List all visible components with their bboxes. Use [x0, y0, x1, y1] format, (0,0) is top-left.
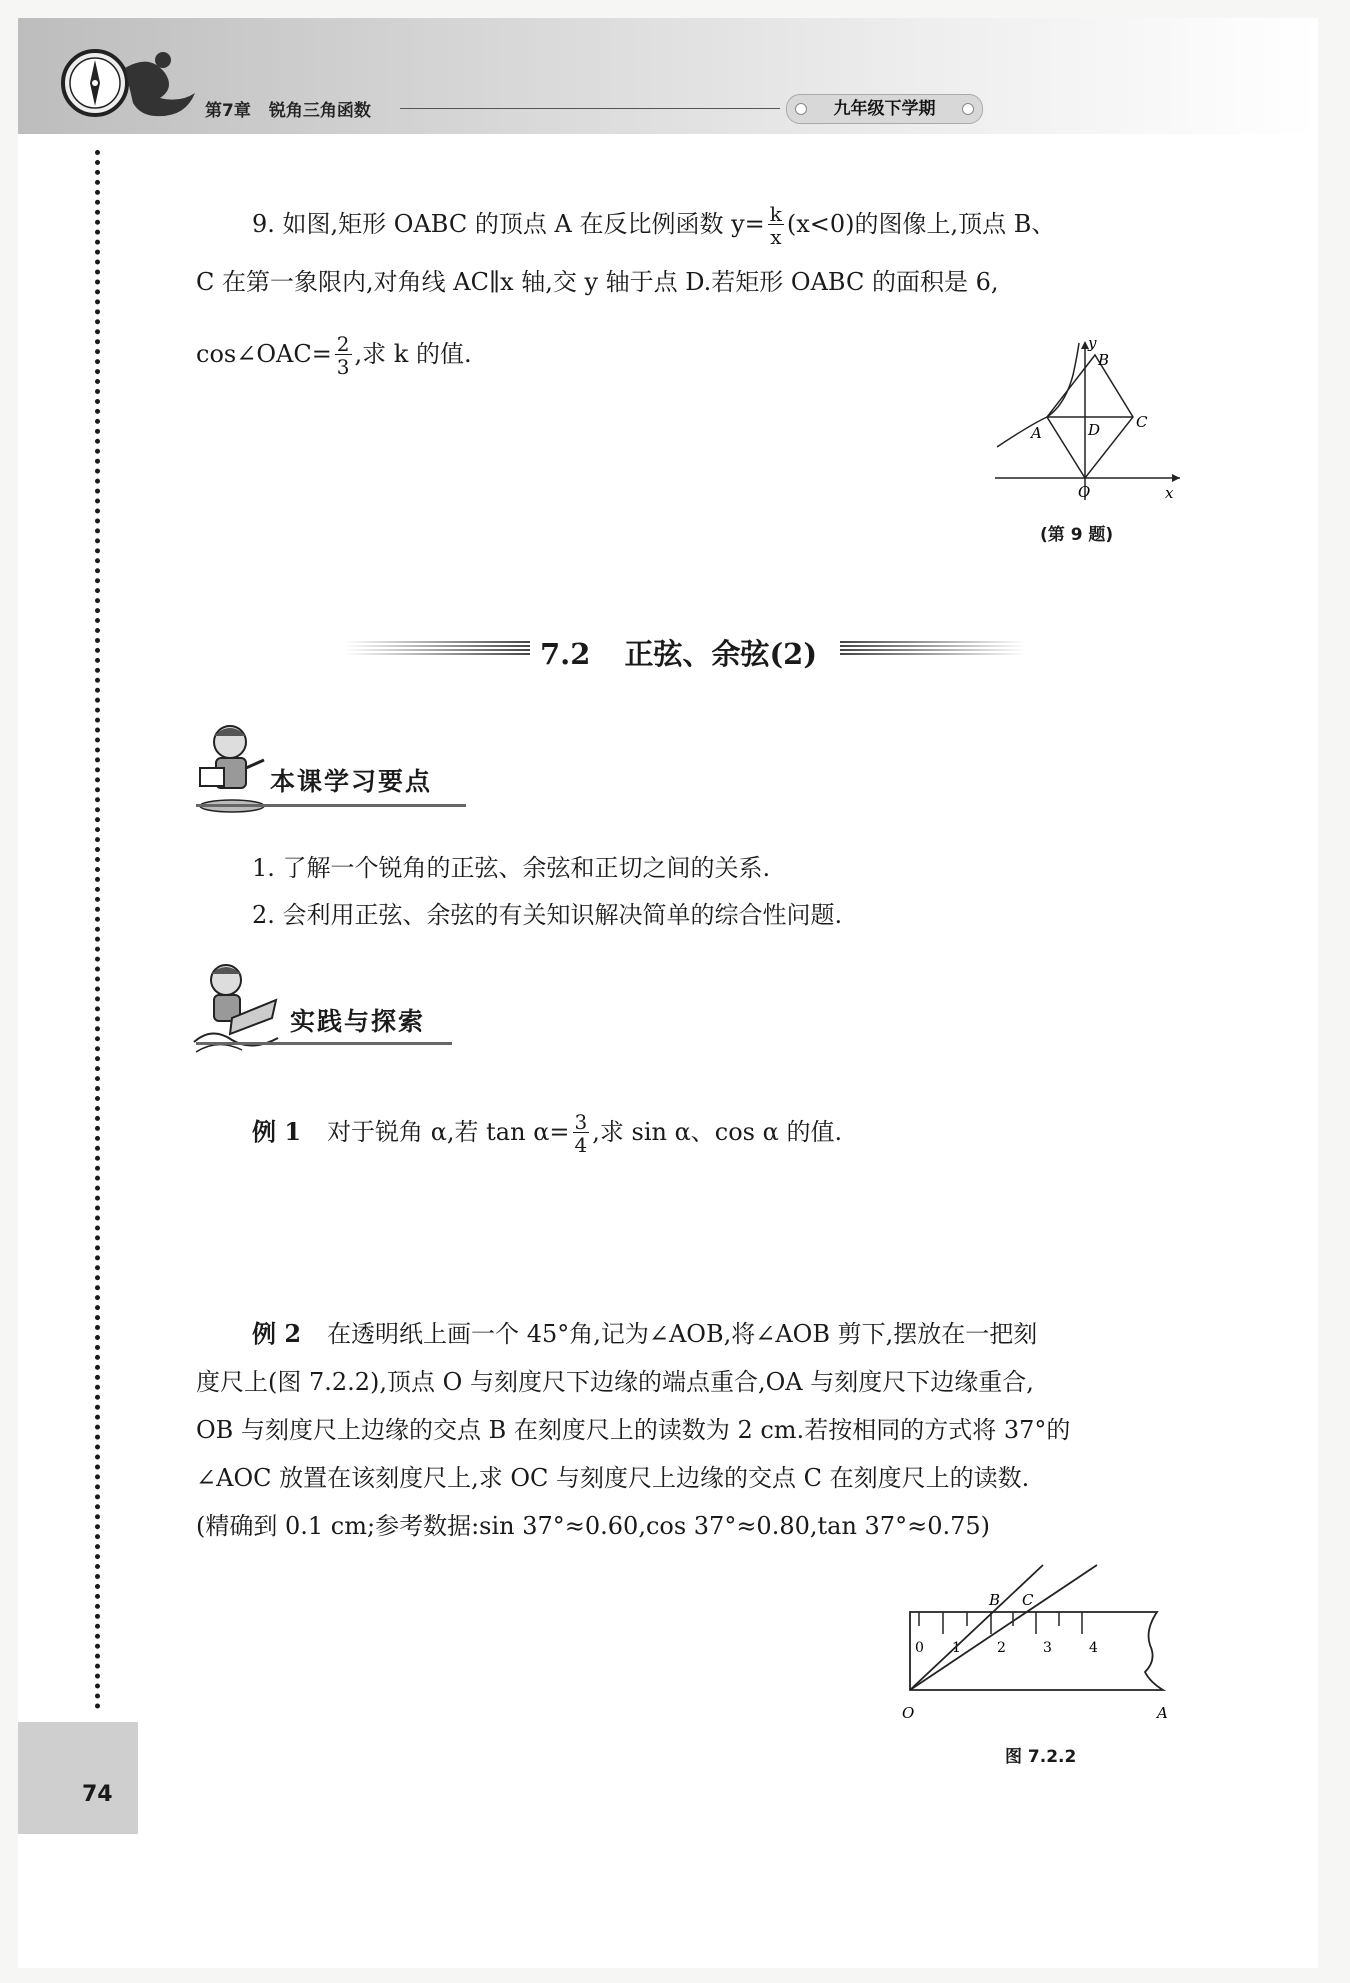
- problem9-line1: 9. 如图,矩形 OABC 的顶点 A 在反比例函数 y= $\frac{k}{x}$ (x<0)的图像上,顶点 B、: [252, 202, 1056, 249]
- label-x: x: [1165, 484, 1174, 502]
- example2-line2: 度尺上(图 7.2.2),顶点 O 与刻度尺下边缘的端点重合,OA 与刻度尺下边缘重合,: [196, 1368, 1034, 1396]
- page-number: 74: [82, 1782, 113, 1807]
- label-c: C: [1136, 413, 1148, 431]
- fraction-3-over-4: $\frac{3}{4}$: [574, 1110, 588, 1157]
- example2-figure-caption: 图 7.2.2: [1005, 1747, 1077, 1767]
- practice-heading: 实践与探索: [290, 1007, 426, 1036]
- tick-label-2: 2: [997, 1640, 1006, 1656]
- problem9-figure: [985, 335, 1185, 505]
- key-points-rule: [196, 804, 466, 807]
- key-point-1: 1. 了解一个锐角的正弦、余弦和正切之间的关系.: [252, 854, 771, 882]
- label-o: O: [1078, 483, 1091, 501]
- label-d: D: [1088, 421, 1101, 439]
- label-c: C: [1022, 1591, 1034, 1609]
- ray-ob: [910, 1565, 1043, 1690]
- label-y: y: [1088, 335, 1097, 352]
- practice-rule: [196, 1042, 452, 1045]
- problem9-figure-caption: (第 9 题): [1040, 525, 1114, 545]
- page-number-box: [18, 1722, 138, 1834]
- fraction-k-over-x: $\frac{k}{x}$: [769, 202, 782, 249]
- ruler-figure: [895, 1560, 1195, 1735]
- example2-line1: 例 2 在透明纸上画一个 45°角,记为∠AOB,将∠AOB 剪下,摆放在一把刻: [252, 1319, 1038, 1348]
- key-points-heading: 本课学习要点: [270, 767, 433, 796]
- label-a: A: [1031, 424, 1042, 442]
- example2-line4: ∠AOC 放置在该刻度尺上,求 OC 与刻度尺上边缘的交点 C 在刻度尺上的读数.: [196, 1464, 1030, 1492]
- tick-label-1: 1: [952, 1640, 961, 1656]
- tick-label-3: 3: [1043, 1640, 1052, 1656]
- margin-dotted-rule: [95, 150, 100, 1710]
- fraction-2-over-3: $\frac{2}{3}$: [336, 332, 350, 379]
- label-a: A: [1157, 1704, 1168, 1722]
- student-surfing-icon: [192, 960, 280, 1055]
- section-title-right-rule: [840, 641, 1025, 655]
- chapter-title: 第7章 锐角三角函数: [205, 101, 371, 121]
- grade-badge: 九年级下学期: [786, 94, 983, 124]
- ruler-ticks: [919, 1612, 1082, 1634]
- tick-label-4: 4: [1089, 1640, 1098, 1656]
- key-point-2: 2. 会利用正弦、余弦的有关知识解决简单的综合性问题.: [252, 901, 843, 929]
- example2-line3: OB 与刻度尺上边缘的交点 B 在刻度尺上的读数为 2 cm.若按相同的方式将 37°的: [196, 1416, 1071, 1444]
- compass-logo-icon: [55, 38, 205, 128]
- ray-oc: [910, 1565, 1097, 1690]
- example2-line5: (精确到 0.1 cm;参考数据:sin 37°≈0.60,cos 37°≈0.80,tan 37°≈0.75): [196, 1512, 990, 1540]
- label-b: B: [1098, 351, 1110, 369]
- section-title: 7.2 正弦、余弦(2): [540, 637, 818, 671]
- problem9-line3: cos∠OAC= $\frac{2}{3}$ ,求 k 的值.: [196, 332, 472, 379]
- section-title-left-rule: [345, 641, 530, 655]
- problem9-line2: C 在第一象限内,对角线 AC∥x 轴,交 y 轴于点 D.若矩形 OABC 的面积是 6,: [196, 268, 999, 296]
- example1: 例 1 对于锐角 α,若 tan α= $\frac{3}{4}$ ,求 sin α、cos α 的值.: [252, 1110, 843, 1157]
- label-b: B: [989, 1591, 1001, 1609]
- student-reading-icon: [192, 720, 272, 815]
- label-o: O: [902, 1704, 915, 1722]
- header-rule: [400, 108, 780, 109]
- tick-label-0: 0: [915, 1640, 924, 1656]
